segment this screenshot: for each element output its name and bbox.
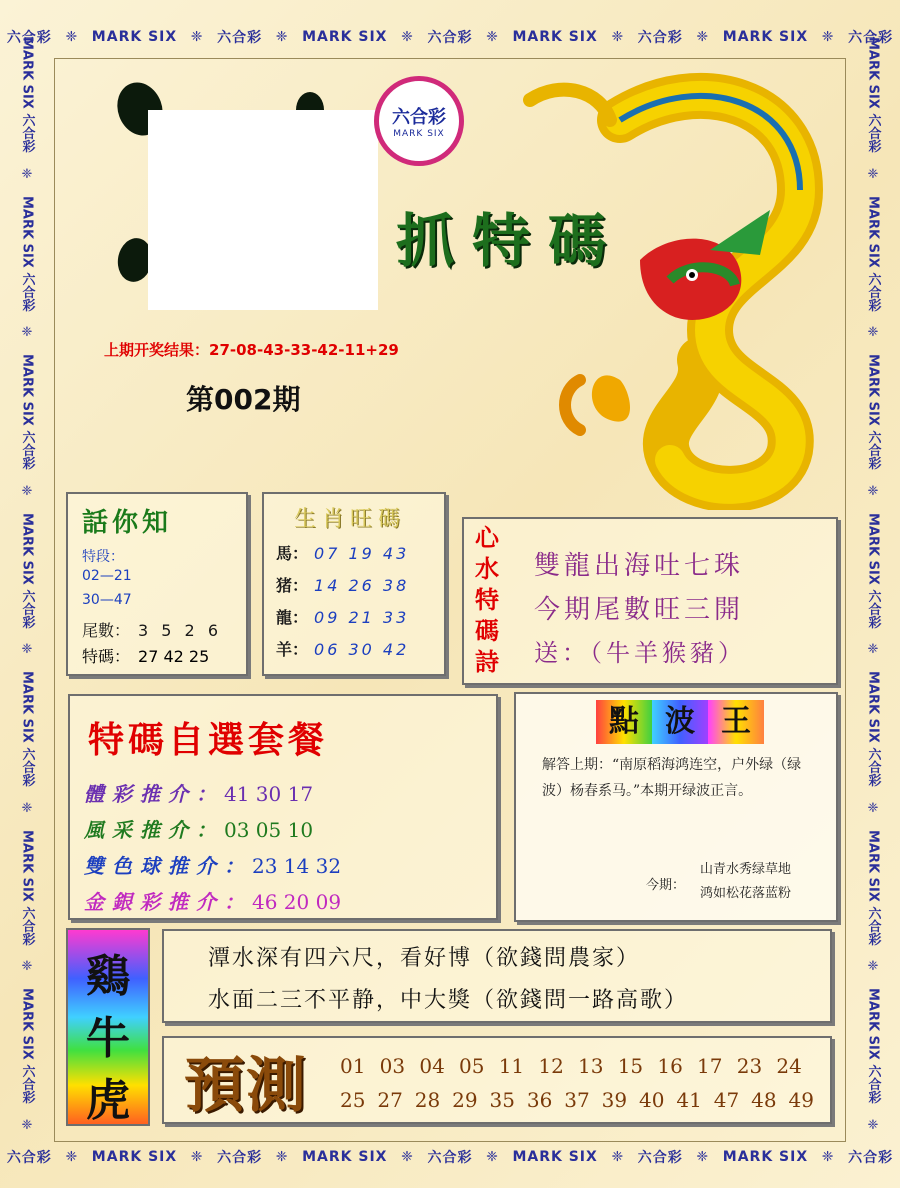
- poem-line-1: 雙龍出海吐七珠: [534, 551, 745, 581]
- flower-icon: ❈: [865, 1117, 881, 1133]
- prediction-number: 24: [776, 1054, 802, 1078]
- prediction-number: 05: [459, 1054, 485, 1078]
- flower-icon: ❈: [190, 1149, 204, 1165]
- wave-title: [596, 700, 764, 744]
- wave-today-line-1: 山青水秀绿草地: [700, 862, 792, 877]
- poem-box: [462, 517, 838, 685]
- zodiac-title: 生肖旺碼: [294, 507, 407, 532]
- prediction-number: 01: [340, 1054, 366, 1078]
- wave-today-line-2: 鸿如松花落蓝粉: [700, 886, 792, 901]
- prediction-number: 35: [489, 1088, 515, 1112]
- prediction-number: 37: [564, 1088, 590, 1112]
- border-label: MARK SIX: [302, 1149, 388, 1165]
- wave-box: [514, 692, 838, 922]
- package-numbers: 03 05 10: [224, 818, 314, 842]
- left-border-strip: [12, 30, 42, 1140]
- border-label: 六合彩: [637, 30, 683, 46]
- flower-icon: ❈: [865, 642, 881, 658]
- segment-2: 30—47: [82, 592, 132, 608]
- flower-icon: ❈: [865, 325, 881, 341]
- zodiac-numbers: 07 19 43: [314, 544, 410, 563]
- border-label: 六合彩: [427, 1150, 473, 1166]
- last-result-label: 上期开奖结果：: [104, 341, 210, 359]
- package-numbers: 46 20 09: [252, 890, 342, 914]
- package-row: [84, 776, 341, 812]
- prediction-number: 23: [736, 1054, 763, 1078]
- zodiac-strip-char: 虎: [86, 1075, 130, 1126]
- tail-label: 尾數：: [82, 621, 131, 640]
- package-title: 特碼自選套餐: [88, 719, 329, 761]
- flower-icon: ❈: [19, 166, 35, 182]
- border-label: 六合彩: [637, 1150, 683, 1166]
- flower-icon: ❈: [19, 642, 35, 658]
- border-label: MARK SIX: [512, 29, 598, 45]
- hint-box: [66, 492, 248, 676]
- flower-icon: ❈: [821, 29, 835, 45]
- prediction-number: 27: [377, 1088, 403, 1112]
- title: 抓特碼: [396, 207, 625, 275]
- border-label: MARK SIX 六合彩: [19, 829, 35, 946]
- zodiac-numbers: 06 30 42: [314, 640, 410, 659]
- slogan-line-2: 水面二三不平静，中大獎（欲錢問一路高歌）: [208, 988, 689, 1013]
- prediction-box: [162, 1036, 832, 1124]
- segment-1: 02—21: [82, 568, 132, 584]
- zodiac-animal: 龍：: [276, 608, 309, 627]
- zodiac-row: [276, 602, 409, 634]
- white-panel: [148, 110, 378, 310]
- package-label: 雙色球推介：: [84, 854, 252, 878]
- package-box: [68, 694, 498, 920]
- right-border-strip: [858, 30, 888, 1140]
- prediction-row-2: [340, 1088, 814, 1112]
- zodiac-row: [276, 634, 409, 666]
- border-label: MARK SIX: [302, 29, 388, 45]
- slogan-box: [162, 929, 832, 1023]
- flower-icon: ❈: [611, 1149, 625, 1165]
- flower-icon: ❈: [19, 959, 35, 975]
- prediction-number: 12: [538, 1054, 564, 1078]
- flower-icon: ❈: [19, 1117, 35, 1133]
- zodiac-row: [276, 570, 409, 602]
- wave-answer: 解答上期：“南原稻海鸿连空，户外绿（绿波）杨春系马。”本期开绿波正言。: [542, 757, 802, 799]
- flower-icon: ❈: [611, 29, 625, 45]
- special-label: 特碼：: [82, 647, 131, 666]
- border-label: MARK SIX 六合彩: [865, 195, 881, 311]
- tail-row: [82, 618, 222, 641]
- poem-line-3: 送：（牛羊猴豬）: [534, 639, 746, 667]
- bottom-border-strip: [0, 1142, 900, 1172]
- flower-icon: ❈: [19, 325, 35, 341]
- prediction-number: 40: [639, 1088, 665, 1112]
- border-label: 六合彩: [848, 1150, 894, 1166]
- flower-icon: ❈: [190, 29, 204, 45]
- flower-icon: ❈: [401, 29, 414, 45]
- flower-icon: ❈: [865, 800, 881, 816]
- package-row: [84, 848, 341, 884]
- zodiac-animal: 馬：: [276, 544, 309, 563]
- border-label: MARK SIX: [91, 29, 178, 45]
- poem-side-char: 詩: [475, 648, 499, 676]
- prediction-number: 29: [452, 1088, 478, 1112]
- border-label: MARK SIX 六合彩: [865, 37, 881, 153]
- prediction-number: 28: [414, 1088, 441, 1112]
- prediction-number: 41: [676, 1088, 702, 1112]
- poem-side-label: [470, 523, 504, 678]
- flower-icon: ❈: [865, 166, 881, 182]
- flower-icon: ❈: [275, 1149, 289, 1165]
- border-label: 六合彩: [217, 30, 263, 46]
- border-label: MARK SIX 六合彩: [19, 195, 35, 311]
- package-label: 風采推介：: [84, 818, 224, 842]
- wave-today-label: 今期：: [646, 878, 686, 893]
- prediction-number: 04: [419, 1054, 445, 1078]
- prediction-number: 15: [617, 1054, 644, 1078]
- special-row: [82, 644, 209, 667]
- flower-icon: ❈: [486, 29, 499, 45]
- segment-label: 特段：: [82, 549, 124, 565]
- zodiac-animal: 羊：: [276, 640, 309, 659]
- prediction-number: 47: [713, 1088, 740, 1112]
- wave-title-char: 王: [708, 700, 764, 744]
- zodiac-box: [262, 492, 446, 676]
- flower-icon: ❈: [275, 29, 289, 45]
- border-label: 六合彩: [217, 1150, 263, 1166]
- issue-number: 第002期: [186, 383, 301, 416]
- logo-main-text: 六合彩: [392, 107, 446, 128]
- flower-icon: ❈: [696, 1149, 710, 1165]
- flower-icon: ❈: [19, 800, 35, 816]
- mark-six-logo: [374, 76, 464, 166]
- hint-title: 話你知: [82, 508, 173, 538]
- dragon-illustration: [470, 60, 850, 510]
- zodiac-strip: [66, 928, 150, 1126]
- border-label: MARK SIX: [91, 1149, 178, 1165]
- border-label: MARK SIX 六合彩: [19, 671, 35, 787]
- poem-line-2: 今期尾數旺三開: [534, 595, 745, 625]
- logo-sub-text: MARK SIX: [393, 129, 445, 139]
- flower-icon: ❈: [821, 1149, 835, 1165]
- prediction-number: 11: [498, 1054, 525, 1078]
- zodiac-rows: [276, 538, 409, 666]
- border-label: MARK SIX: [722, 29, 809, 45]
- border-label: 六合彩: [6, 30, 52, 46]
- flower-icon: ❈: [65, 1149, 79, 1165]
- border-label: 六合彩: [848, 30, 894, 46]
- zodiac-numbers: 09 21 33: [314, 608, 410, 627]
- package-numbers: 23 14 32: [252, 854, 342, 878]
- flower-icon: ❈: [65, 29, 79, 45]
- border-label: MARK SIX 六合彩: [19, 354, 35, 470]
- border-label: MARK SIX 六合彩: [865, 671, 881, 787]
- last-result: [104, 339, 399, 360]
- tail-value: 3 5 2 6: [138, 621, 222, 640]
- prediction-number: 16: [657, 1054, 683, 1078]
- prediction-label: 預測: [184, 1051, 308, 1121]
- package-label: 體彩推介：: [84, 782, 224, 806]
- border-label: MARK SIX 六合彩: [865, 354, 881, 470]
- flower-icon: ❈: [696, 29, 710, 45]
- prediction-number: 39: [601, 1088, 628, 1112]
- prediction-row-1: [340, 1054, 802, 1078]
- poem-side-char: 心: [475, 524, 499, 552]
- flower-icon: ❈: [486, 1149, 499, 1165]
- border-label: MARK SIX: [722, 1149, 809, 1165]
- poem-side-char: 特: [475, 586, 499, 614]
- border-label: 六合彩: [427, 30, 473, 46]
- prediction-number: 13: [578, 1054, 604, 1078]
- border-label: MARK SIX: [512, 1149, 598, 1165]
- package-row: [84, 812, 341, 848]
- border-label: MARK SIX 六合彩: [865, 512, 881, 629]
- wave-title-char: 波: [652, 700, 708, 744]
- prediction-number: 03: [379, 1054, 406, 1078]
- border-label: MARK SIX 六合彩: [19, 512, 35, 629]
- flower-icon: ❈: [865, 959, 881, 975]
- prediction-number: 49: [788, 1088, 814, 1112]
- poem-side-char: 水: [475, 555, 499, 583]
- package-row: [84, 884, 341, 920]
- border-label: MARK SIX 六合彩: [865, 829, 881, 946]
- border-label: 六合彩: [6, 1150, 52, 1166]
- wave-title-char: 點: [596, 700, 652, 744]
- prediction-number: 36: [526, 1088, 553, 1112]
- flower-icon: ❈: [19, 483, 35, 499]
- border-label: MARK SIX 六合彩: [865, 988, 881, 1104]
- border-label: MARK SIX 六合彩: [19, 37, 35, 153]
- top-border-strip: [0, 22, 900, 52]
- zodiac-strip-char: 牛: [86, 1013, 130, 1064]
- slogan-line-1: 潭水深有四六尺，看好博（欲錢問農家）: [208, 946, 641, 971]
- border-label: MARK SIX 六合彩: [19, 988, 35, 1104]
- prediction-number: 17: [697, 1054, 723, 1078]
- zodiac-row: [276, 538, 409, 570]
- special-value: 27 42 25: [138, 647, 210, 666]
- zodiac-animal: 猪：: [276, 576, 309, 595]
- zodiac-numbers: 14 26 38: [314, 576, 410, 595]
- package-rows: [84, 776, 341, 920]
- prediction-number: 48: [751, 1088, 777, 1112]
- poem-side-char: 碼: [475, 617, 499, 645]
- prediction-number: 25: [340, 1088, 366, 1112]
- flower-icon: ❈: [865, 483, 881, 499]
- zodiac-strip-char: 鷄: [86, 951, 130, 1002]
- package-label: 金銀彩推介：: [84, 890, 252, 914]
- package-numbers: 41 30 17: [224, 782, 314, 806]
- flower-icon: ❈: [401, 1149, 414, 1165]
- last-result-value: 27-08-43-33-42-11+29: [209, 341, 399, 359]
